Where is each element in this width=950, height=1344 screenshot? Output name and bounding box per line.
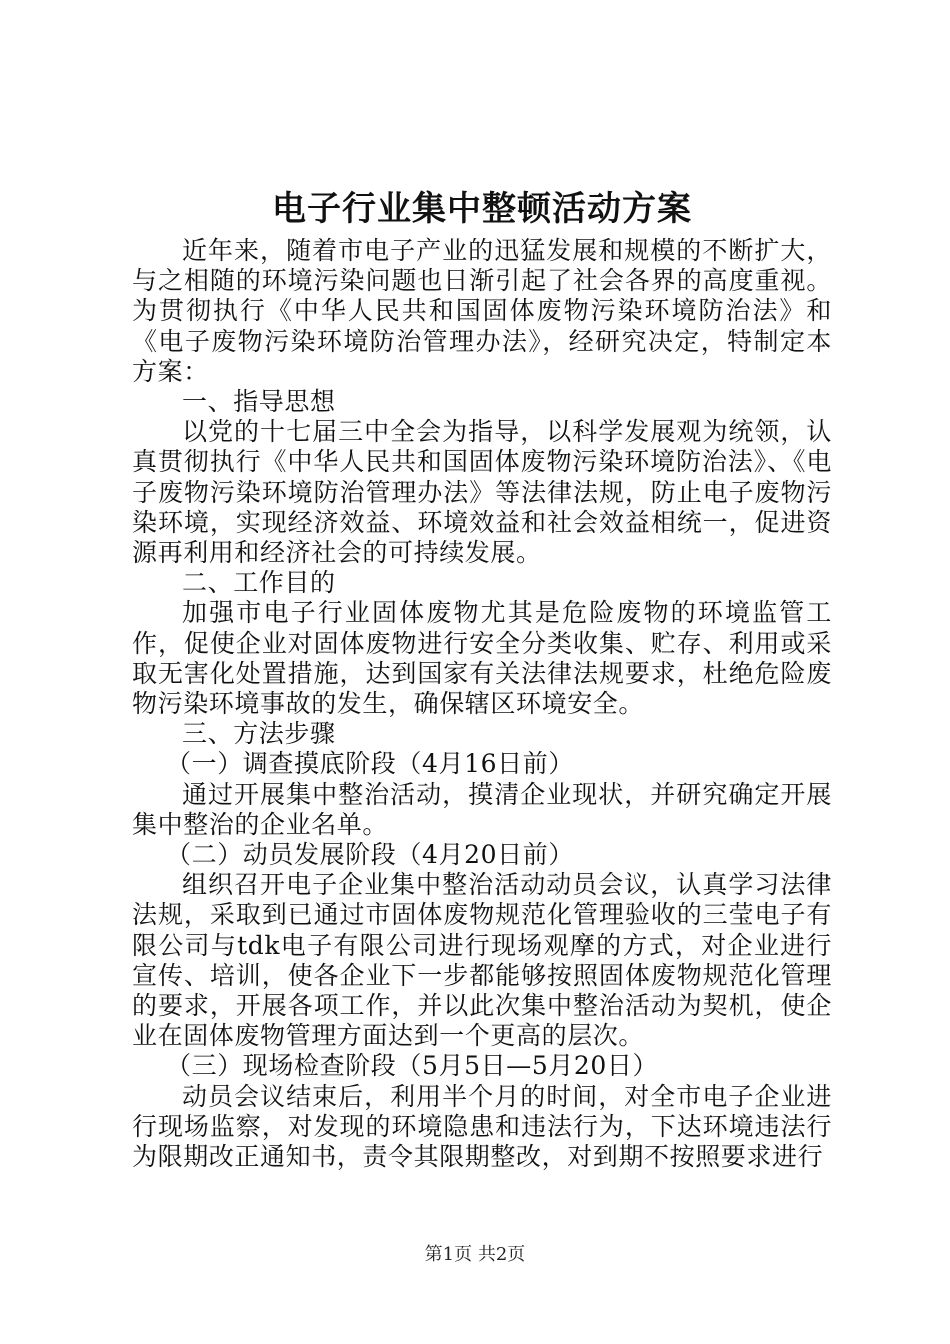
intro-paragraph: 近年来，随着市电子产业的迅猛发展和规模的不断扩大，与之相随的环境污染问题也日渐引起了社会各界的高度重视。为贯彻执行《中华人民共和国固体废物污染环境防治法》和《电子废物污染环境防治管理办法》，经研究决定，特制定本方案： xyxy=(132,236,832,386)
section-body-guiding-ideology: 以党的十七届三中全会为指导，以科学发展观为统领，认真贯彻执行《中华人民共和国固体废物污染环境防治法》、《电子废物污染环境防治管理办法》等法律法规，防止电子废物污染环境，实现经济效益、环境效益和社会效益相统一，促进资源再利用和经济社会的可持续发展。 xyxy=(132,417,832,568)
step-heading-onsite-inspection: （三）现场检查阶段（5月5日—5月20日） xyxy=(166,1051,659,1081)
section-heading-guiding-ideology: 一、指导思想 xyxy=(182,387,336,417)
document-title: 电子行业集中整顿活动方案 xyxy=(272,189,692,229)
step-body-mobilization: 组织召开电子企业集中整治活动动员会议，认真学习法律法规，采取到已通过市固体废物规范化管理验收的三莹电子有限公司与tdk电子有限公司进行现场观摩的方式，对企业进行宣传、培训，使各企业下一步都能够按照固体废物规范化管理的要求，开展各项工作，并以此次集中整治活动为契机，使企业在固体废物管理方面达到一个更高的层次。 xyxy=(132,870,832,1051)
step-heading-mobilization: （二）动员发展阶段（4月20日前） xyxy=(166,840,574,870)
step-body-onsite-inspection: 动员会议结束后，利用半个月的时间，对全市电子企业进行现场监察，对发现的环境隐患和违法行为，下达环境违法行为限期改正通知书，责令其限期整改，对到期不按照要求进行 xyxy=(132,1081,832,1172)
page-footer: 第1页 共2页 xyxy=(424,1244,526,1265)
section-heading-work-purpose: 二、工作目的 xyxy=(182,568,336,598)
document-content xyxy=(132,186,832,1172)
step-body-investigation: 通过开展集中整治活动，摸清企业现状，并研究确定开展集中整治的企业名单。 xyxy=(132,779,832,839)
section-body-work-purpose: 加强市电子行业固体废物尤其是危险废物的环境监管工作，促使企业对固体废物进行安全分类收集、贮存、利用或采取无害化处置措施，达到国家有关法律法规要求，杜绝危险废物污染环境事故的发生，确保辖区环境安全。 xyxy=(132,598,832,719)
step-heading-investigation: （一）调查摸底阶段（4月16日前） xyxy=(166,749,574,779)
section-heading-method-steps: 三、方法步骤 xyxy=(182,719,336,749)
